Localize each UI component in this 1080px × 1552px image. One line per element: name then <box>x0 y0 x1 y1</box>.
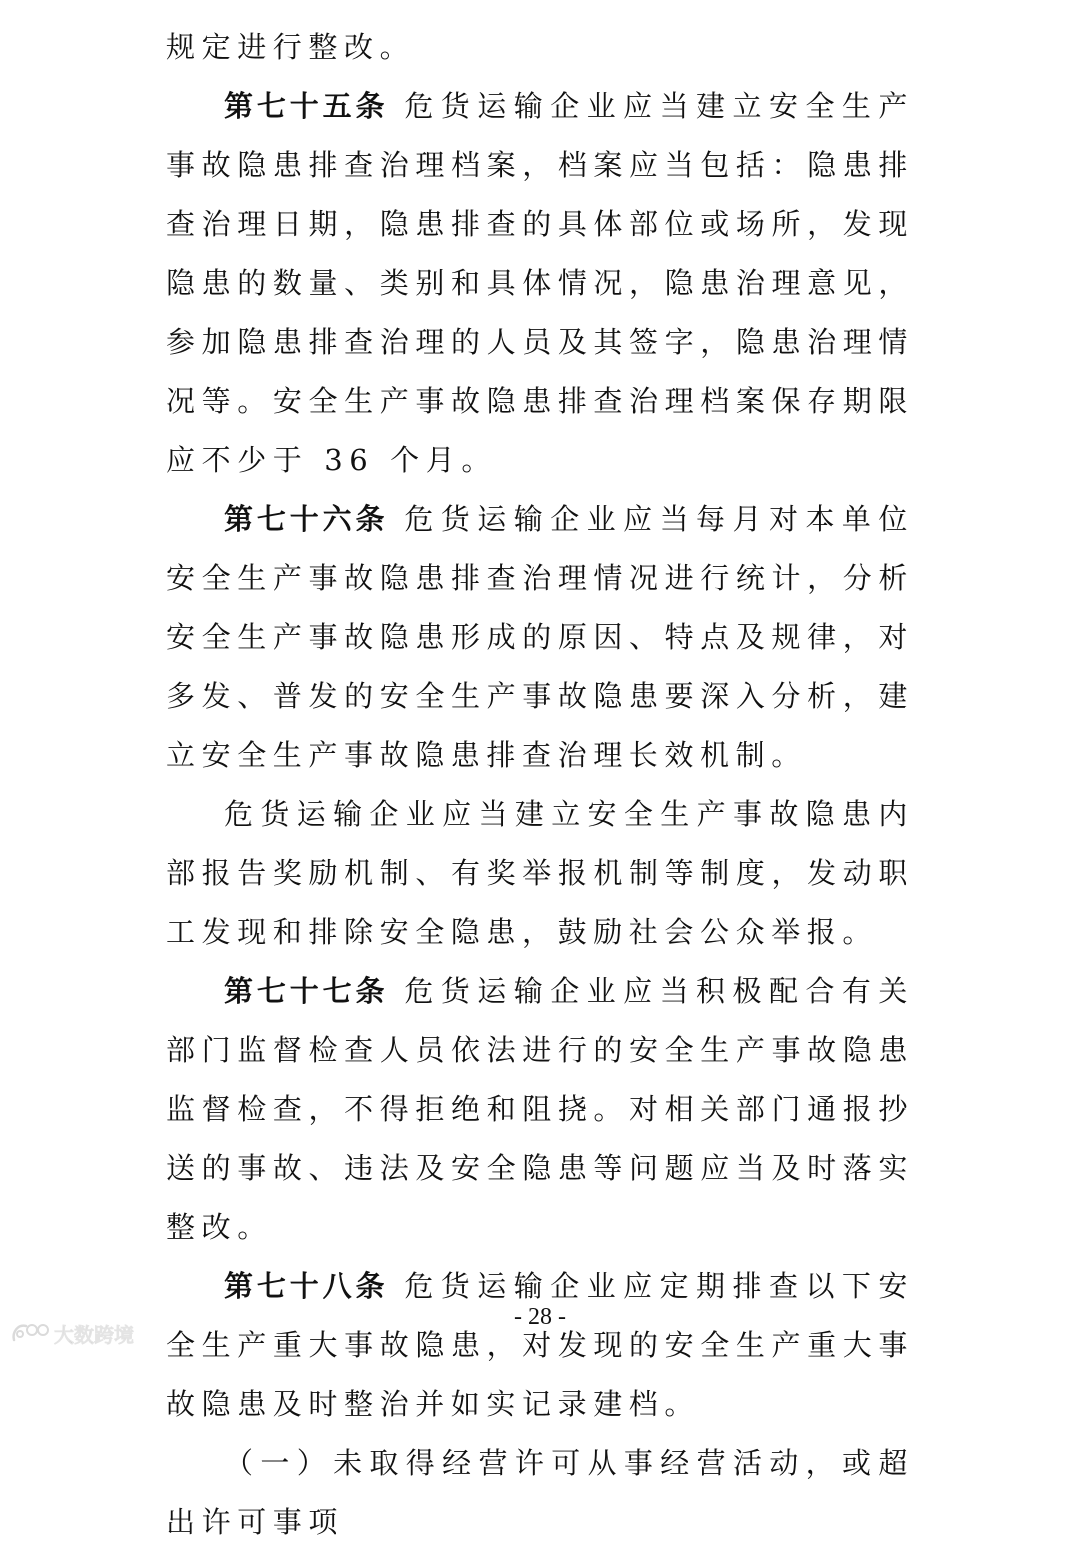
article-text: 危货运输企业应定期排查以下安全生产重大事故隐患，对发现的安全生产重大事故隐患及时整治并如实记录建档。 <box>166 1269 914 1421</box>
watermark-text: 大数跨境 <box>54 1322 134 1347</box>
article-number: 第七十八条 <box>224 1269 389 1303</box>
article-77 <box>166 962 914 1257</box>
page-number: - 28 - <box>514 1304 566 1330</box>
article-number: 第七十七条 <box>224 974 389 1008</box>
paragraph-text: 规定进行整改。 <box>166 30 416 64</box>
article-76-paragraph-2 <box>166 785 914 962</box>
article-number: 第七十五条 <box>224 89 389 123</box>
logo-icon <box>10 1320 50 1346</box>
article-number: 第七十六条 <box>224 502 389 536</box>
paragraph-continuation <box>166 18 914 77</box>
article-75 <box>166 77 914 490</box>
article-text: 危货运输企业应当积极配合有关部门监督检查人员依法进行的安全生产事故隐患监督检查，不得拒绝和阻挠。对相关部门通报抄送的事故、违法及安全隐患等问题应当及时落实整改。 <box>166 974 914 1244</box>
article-text: 危货运输企业应当建立安全生产事故隐患排查治理档案，档案应当包括：隐患排查治理日期，隐患排查的具体部位或场所，发现隐患的数量、类别和具体情况，隐患治理意见，参加隐患排查治理的人员及其签字，隐患治理情况等。安全生产事故隐患排查治理档案保存期限应不少于 36 个月。 <box>166 89 914 477</box>
watermark <box>10 1318 134 1348</box>
article-text: 危货运输企业应当每月对本单位安全生产事故隐患排查治理情况进行统计，分析安全生产事故隐患形成的原因、特点及规律，对多发、普发的安全生产事故隐患要深入分析，建立安全生产事故隐患排查治理长效机制。 <box>166 502 914 772</box>
list-item-text: （一）未取得经营许可从事经营活动，或超出许可事项 <box>166 1446 914 1539</box>
article-78-item-1 <box>166 1434 914 1552</box>
article-76 <box>166 490 914 785</box>
article-78 <box>166 1257 914 1434</box>
paragraph-text: 危货运输企业应当建立安全生产事故隐患内部报告奖励机制、有奖举报机制等制度，发动职工发现和排除安全隐患，鼓励社会公众举报。 <box>166 797 914 949</box>
